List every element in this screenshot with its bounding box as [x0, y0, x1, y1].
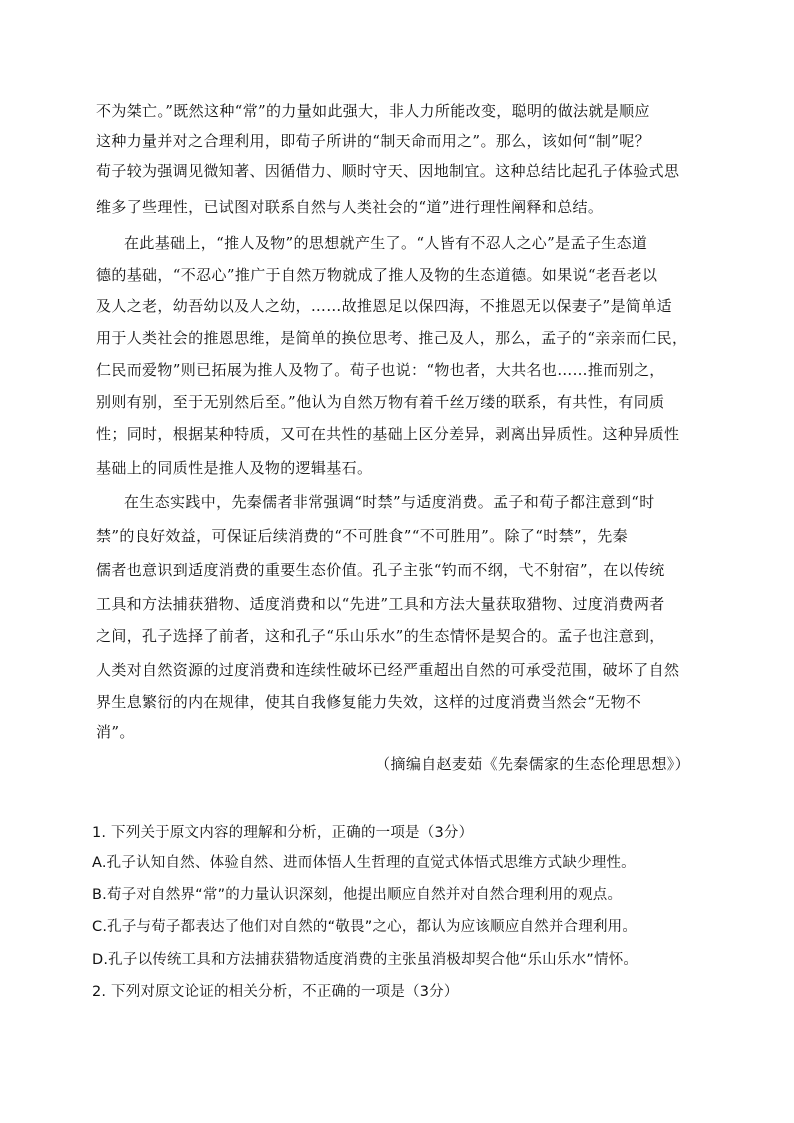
question-stem: 2. 下列对原文论证的相关分析，不正确的一项是（3分） — [92, 984, 459, 1000]
passage-line: 性；同时，根据某种特质，又可在共性的基础上区分差异，剥离出异质性。这种异质性 — [96, 425, 680, 443]
passage-line: 用于人类社会的推恩思维，是简单的换位思考、推己及人，那么，孟子的“亲亲而仁民， — [96, 329, 688, 347]
passage-line: 界生息繁衍的内在规律，使其自我修复能力失效，这样的过度消费当然会“无物不 — [96, 693, 642, 711]
passage-line: 人类对自然资源的过度消费和连续性破坏已经严重超出自然的可承受范围，破坏了自然 — [96, 661, 680, 679]
passage-source: （摘编自赵麦茹《先秦儒家的生态伦理思想》） — [375, 755, 690, 773]
passage-line: 这种力量并对之合理利用，即荀子所讲的“制天命而用之”。那么，该如何“制”呢？ — [96, 132, 650, 150]
question-option-b: B.荀子对自然界“常”的力量认识深刻，他提出顺应自然并对自然合理利用的观点。 — [92, 887, 623, 903]
passage-line: 在生态实践中，先秦儒者非常强调“时禁”与适度消费。孟子和荀子都注意到“时 — [124, 493, 655, 511]
passage-line: 工具和方法捕获猎物、适度消费和以“先进”工具和方法大量获取猎物、过度消费两者 — [96, 595, 665, 613]
passage-line: 儒者也意识到适度消费的重要生态价值。孔子主张“钓而不纲，弋不射宿”，在以传统 — [96, 561, 665, 579]
question-option-d: D.孔子以传统工具和方法捕获猎物适度消费的主张虽消极却契合他“乐山乐水”情怀。 — [92, 952, 639, 968]
question-option-c: C.孔子与荀子都表达了他们对自然的“敬畏”之心，都认为应该顺应自然并合理利用。 — [92, 919, 638, 935]
passage-line: 消”。 — [96, 723, 135, 741]
passage-line: 禁”的良好效益，可保证后续消费的“不可胜食”“不可胜用”。除了“时禁”，先秦 — [96, 527, 628, 545]
passage-line: 之间，孔子选择了前者，这和孔子“乐山乐水”的生态情怀是契合的。孟子也注意到， — [96, 627, 665, 645]
passage-line: 不为桀亡。”既然这种“常”的力量如此强大，非人力所能改变，聪明的做法就是顺应 — [96, 102, 650, 120]
passage-line: 基础上的同质性是推人及物的逻辑基石。 — [96, 459, 373, 477]
passage-line: 维多了些理性，已试图对联系自然与人类社会的“道”进行理性阐释和总结。 — [96, 198, 604, 216]
passage-line: 荀子较为强调见微知著、因循借力、顺时守天、因地制宜。这种总结比起孔子体验式思 — [96, 162, 680, 180]
passage-line: 别则有别，至于无别然后至。”他认为自然万物有着千丝万缕的联系，有共性，有同质 — [96, 393, 665, 411]
passage-line: 在此基础上，“推人及物”的思想就产生了。“人皆有不忍人之心”是孟子生态道 — [124, 234, 648, 252]
question-stem: 1. 下列关于原文内容的理解和分析，正确的一项是（3分） — [92, 825, 474, 841]
passage-line: 德的基础，“不忍心”推广于自然万物就成了推人及物的生态道德。如果说“老吾老以 — [96, 266, 658, 284]
question-option-a: A.孔子认知自然、体验自然、进而体悟人生哲理的直觉式体悟式思维方式缺少理性。 — [92, 855, 636, 871]
passage-line: 及人之老，幼吾幼以及人之幼，……故推恩足以保四海，不推恩无以保妻子”是简单适 — [96, 297, 672, 315]
passage-line: 仁民而爱物”则已拓展为推人及物了。荀子也说：“物也者，大共名也……推而别之， — [96, 361, 665, 379]
